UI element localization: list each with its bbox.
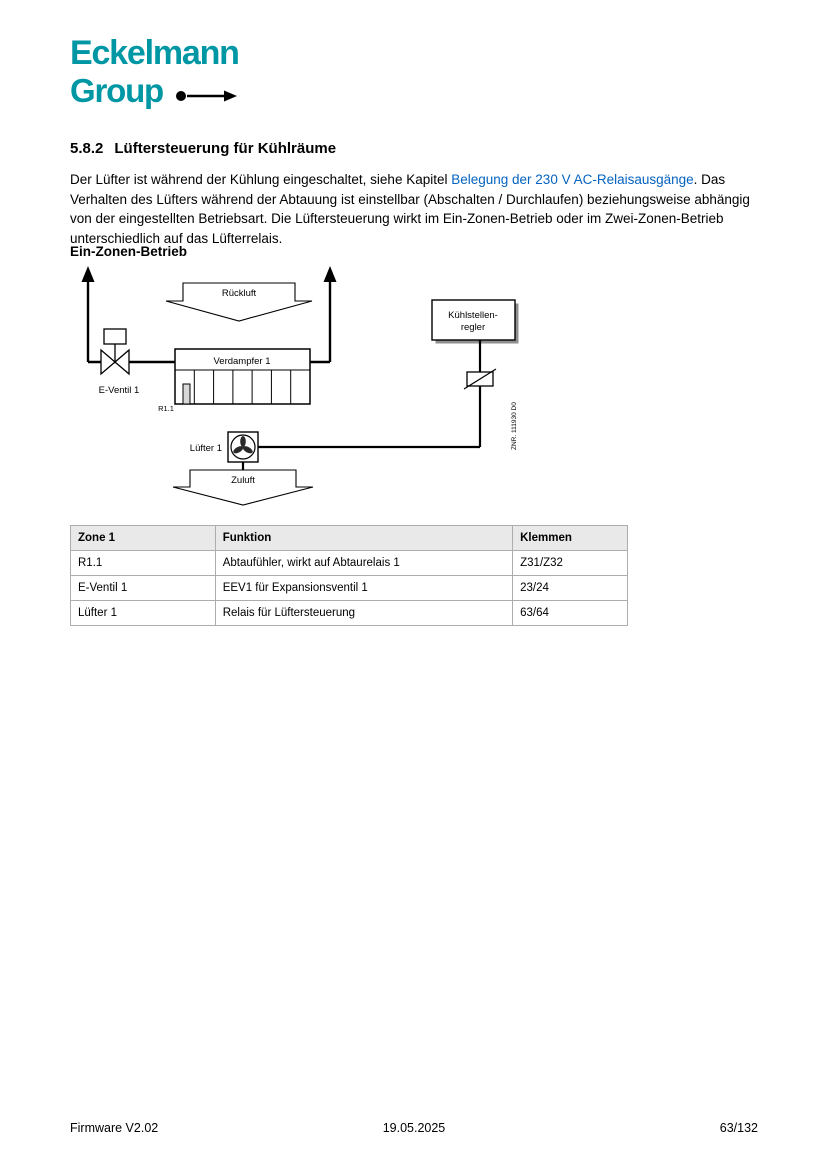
- header-klemmen: Klemmen: [513, 526, 628, 551]
- controller-label-line1: Kühlstellen-: [448, 310, 498, 321]
- funktion-cell: Abtaufühler, wirkt auf Abtaurelais 1: [215, 551, 512, 576]
- section-number: 5.8.2: [70, 140, 104, 157]
- funktion-cell: Relais für Lüftersteuerung: [215, 601, 512, 626]
- zones-table: [70, 525, 628, 626]
- eckelmann-logo: [70, 36, 239, 107]
- one-zone-diagram: [70, 263, 530, 513]
- supply-air-banner: [173, 462, 313, 505]
- evaporator-label: Verdampfer 1: [213, 356, 271, 367]
- section-heading: [70, 140, 336, 157]
- return-air-label: Rückluft: [221, 288, 257, 299]
- intro-paragraph: [70, 170, 764, 248]
- footer-date: 19.05.2025: [382, 1121, 446, 1135]
- sensor-r11-label: R1.1: [158, 404, 174, 413]
- up-arrow-icon-middle: [324, 266, 337, 282]
- refrigerant-line-left: [82, 266, 176, 362]
- table-header-row: [71, 526, 628, 551]
- funktion-cell: EEV1 für Expansionsventil 1: [215, 576, 512, 601]
- intro-text-after-link: . Das Verhalten des Lüfters während der Abtauung ist einstellbar (Abschalten / Durchlaufen) beziehungsweise abhängig von der eingestellten Betriebsart. Die Lüftersteuerung wirkt im Ein-Zonen-Betrieb oder im Zwei-Zonen-Betrieb unterschiedlich auf das Lüfterrelais.: [70, 172, 750, 246]
- logo-wordmark-line1: Eckelmann: [70, 34, 239, 72]
- up-arrow-icon-left: [82, 266, 95, 282]
- supply-air-label: Zuluft: [231, 475, 255, 486]
- table-row: [71, 576, 628, 601]
- footer-firmware: Firmware V2.02: [70, 1121, 159, 1135]
- intro-text-before-link: Der Lüfter ist während der Kühlung eingeschaltet, siehe Kapitel: [70, 172, 452, 187]
- zone-cell: Lüfter 1: [71, 601, 216, 626]
- klemmen-cell: 63/64: [513, 601, 628, 626]
- expansion-valve-icon: [101, 329, 129, 374]
- controller-label-line2: regler: [460, 322, 486, 333]
- table-row: [71, 601, 628, 626]
- header-zone: Zone 1: [71, 526, 216, 551]
- page-footer: [70, 1121, 758, 1135]
- section-title: Lüftersteuerung für Kühlräume: [114, 140, 337, 157]
- klemmen-cell: 23/24: [513, 576, 628, 601]
- refrigerant-line-middle: [310, 266, 337, 362]
- logo-arrow-icon: [175, 88, 239, 104]
- drawing-number-label: ZNR. 111930 D0: [511, 402, 518, 450]
- controller-box: [432, 300, 519, 344]
- zone-cell: R1.1: [71, 551, 216, 576]
- logo-wordmark-line2: Group: [70, 72, 163, 109]
- evaporator-box: [175, 349, 310, 404]
- relay-outputs-link[interactable]: Belegung der 230 V AC-Relaisausgänge: [451, 172, 694, 187]
- valve-label: E-Ventil 1: [98, 385, 140, 396]
- mode-heading: Ein-Zonen-Betrieb: [70, 244, 187, 259]
- footer-page-number: 63/132: [719, 1121, 758, 1135]
- zone-cell: E-Ventil 1: [71, 576, 216, 601]
- header-funktion: Funktion: [215, 526, 512, 551]
- fan-icon: [228, 432, 258, 462]
- valve-actuator-icon: [104, 329, 126, 344]
- table-row: [71, 551, 628, 576]
- sensor-r11-icon: [183, 384, 190, 404]
- return-air-banner: [166, 283, 312, 321]
- klemmen-cell: Z31/Z32: [513, 551, 628, 576]
- fan-label: Lüfter 1: [189, 443, 222, 454]
